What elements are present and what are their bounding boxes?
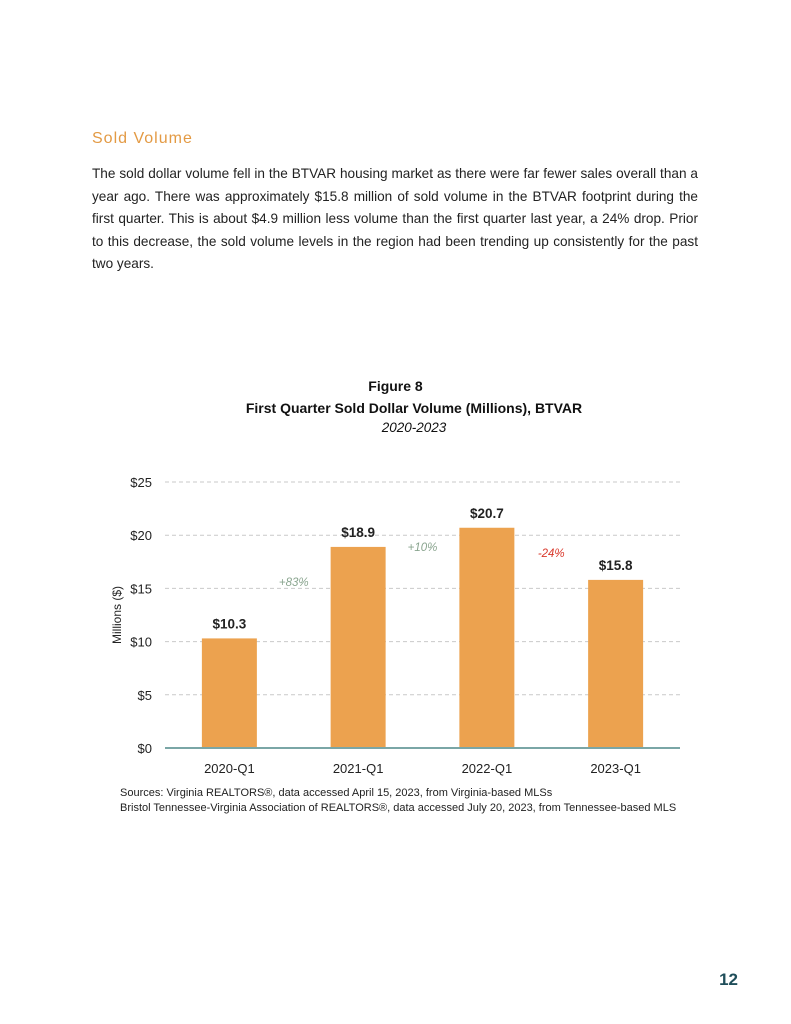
body-paragraph: The sold dollar volume fell in the BTVAR housing market as there were far fewer sales overall than a year ago. There was approximately $15.8 million of sold volume in the BTVAR footprint during the first quarter. This is about $4.9 million less volume than the first quarter last year, a 24% drop. Prior to this decrease, the sold volume levels in the region had been trending up consistently for the past two years. (92, 166, 698, 271)
sources-line-1: Sources: Virginia REALTORS®, data accessed April 15, 2023, from Virginia-based MLSs (120, 787, 553, 799)
y-axis-label: Millions ($) (110, 585, 124, 645)
y-tick-label: $0 (137, 741, 152, 756)
y-tick-label: $5 (137, 687, 152, 703)
y-tick-label: $25 (130, 475, 152, 490)
change-annotation: -24% (537, 548, 565, 560)
change-annotation: +83% (278, 577, 309, 589)
section-heading: Sold Volume (92, 130, 193, 147)
figure-subtitle: 2020-2023 (381, 420, 447, 435)
x-tick-label: 2020-Q1 (204, 761, 255, 776)
data-label: $10.3 (212, 616, 247, 632)
sources-line-2: Bristol Tennessee-Virginia Association of REALTORS®, data accessed July 20, 2023, from Tennessee-based MLS (120, 802, 677, 814)
bar (202, 638, 257, 748)
sources-note (120, 786, 676, 816)
x-tick-label: 2021-Q1 (332, 761, 384, 776)
figure-title: First Quarter Sold Dollar Volume (Millions), BTVAR (245, 400, 583, 416)
x-tick-label: 2023-Q1 (590, 761, 641, 776)
page-number: 12 (719, 970, 738, 989)
x-tick-label: 2022-Q1 (461, 761, 513, 776)
change-annotation: +10% (407, 542, 438, 554)
data-label: $18.9 (341, 524, 376, 540)
bar (331, 547, 386, 748)
bar (459, 528, 514, 748)
y-tick-label: $20 (130, 528, 152, 544)
data-label: $15.8 (598, 557, 633, 573)
data-label: $20.7 (469, 505, 504, 521)
figure-number: Figure 8 (368, 378, 423, 394)
y-tick-label: $10 (130, 634, 152, 650)
bar (588, 580, 643, 748)
y-tick-label: $15 (130, 581, 152, 597)
